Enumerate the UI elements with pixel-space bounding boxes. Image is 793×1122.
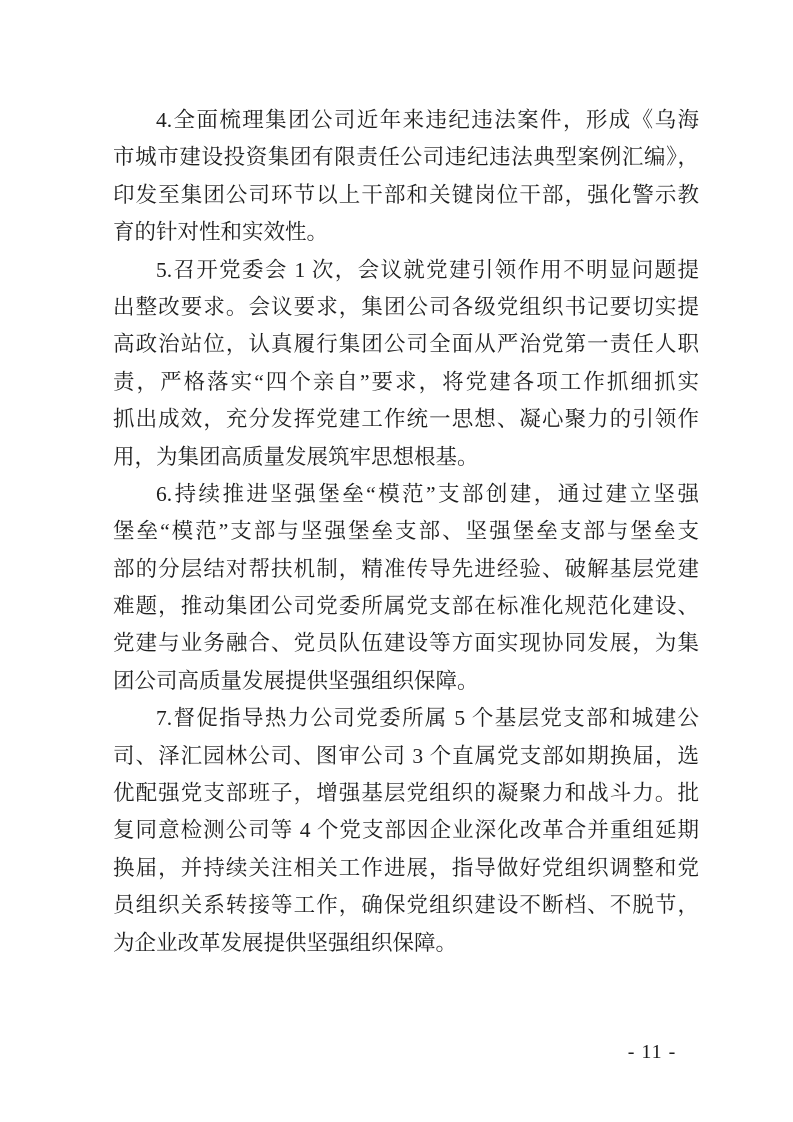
page-footer bbox=[626, 1040, 678, 1064]
document-line: 抓出成效，充分发挥党建工作统一思想、凝心聚力的引领作 bbox=[113, 407, 699, 432]
document-line: 用，为集团高质量发展筑牢思想根基。 bbox=[113, 444, 479, 469]
document-line: 堡垒“模范”支部与坚强堡垒支部、坚强堡垒支部与堡垒支 bbox=[113, 519, 699, 544]
document-line: 6.持续推进坚强堡垒“模范”支部创建，通过建立坚强 bbox=[156, 481, 699, 506]
document-line: 印发至集团公司环节以上干部和关键岗位干部，强化警示教 bbox=[113, 182, 699, 207]
document-line: 优配强党支部班子，增强基层党组织的凝聚力和战斗力。批 bbox=[113, 781, 699, 806]
document-line: 为企业改革发展提供坚强组织保障。 bbox=[113, 930, 458, 955]
document-body bbox=[113, 102, 699, 962]
document-line: 复同意检测公司等 4 个党支部因企业深化改革合并重组延期 bbox=[113, 818, 699, 843]
document-line: 员组织关系转接等工作，确保党组织建设不断档、不脱节， bbox=[113, 893, 699, 918]
document-line: 7.督促指导热力公司党委所属 5 个基层党支部和城建公 bbox=[156, 706, 699, 731]
document-line: 5.召开党委会 1 次，会议就党建引领作用不明显问题提 bbox=[156, 257, 699, 282]
paragraph-7 bbox=[113, 700, 699, 962]
paragraph-6 bbox=[113, 476, 699, 700]
document-line: 市城市建设投资集团有限责任公司违纪违法典型案例汇编》， bbox=[113, 145, 699, 170]
document-line: 团公司高质量发展提供坚强组织保障。 bbox=[113, 668, 479, 693]
document-line: 责，严格落实“四个亲自”要求，将党建各项工作抓细抓实 bbox=[113, 369, 699, 394]
document-line: 司、泽汇园林公司、图审公司 3 个直属党支部如期换届，选 bbox=[113, 743, 699, 768]
page-number: - 11 - bbox=[627, 1041, 677, 1063]
document-line: 部的分层结对帮扶机制，精准传导先进经验、破解基层党建 bbox=[113, 556, 699, 581]
document-line: 高政治站位，认真履行集团公司全面从严治党第一责任人职 bbox=[113, 332, 699, 357]
paragraph-4 bbox=[113, 102, 699, 252]
document-line: 4.全面梳理集团公司近年来违纪违法案件，形成《乌海 bbox=[156, 108, 699, 132]
paragraph-5 bbox=[113, 252, 699, 476]
document-line: 党建与业务融合、党员队伍建设等方面实现协同发展，为集 bbox=[113, 631, 699, 656]
document-line: 育的针对性和实效性。 bbox=[113, 220, 329, 245]
document-line: 换届，并持续关注相关工作进展，指导做好党组织调整和党 bbox=[113, 855, 699, 880]
document-line: 难题，推动集团公司党委所属党支部在标准化规范化建设、 bbox=[113, 594, 699, 619]
document-line: 出整改要求。会议要求，集团公司各级党组织书记要切实提 bbox=[113, 294, 699, 319]
